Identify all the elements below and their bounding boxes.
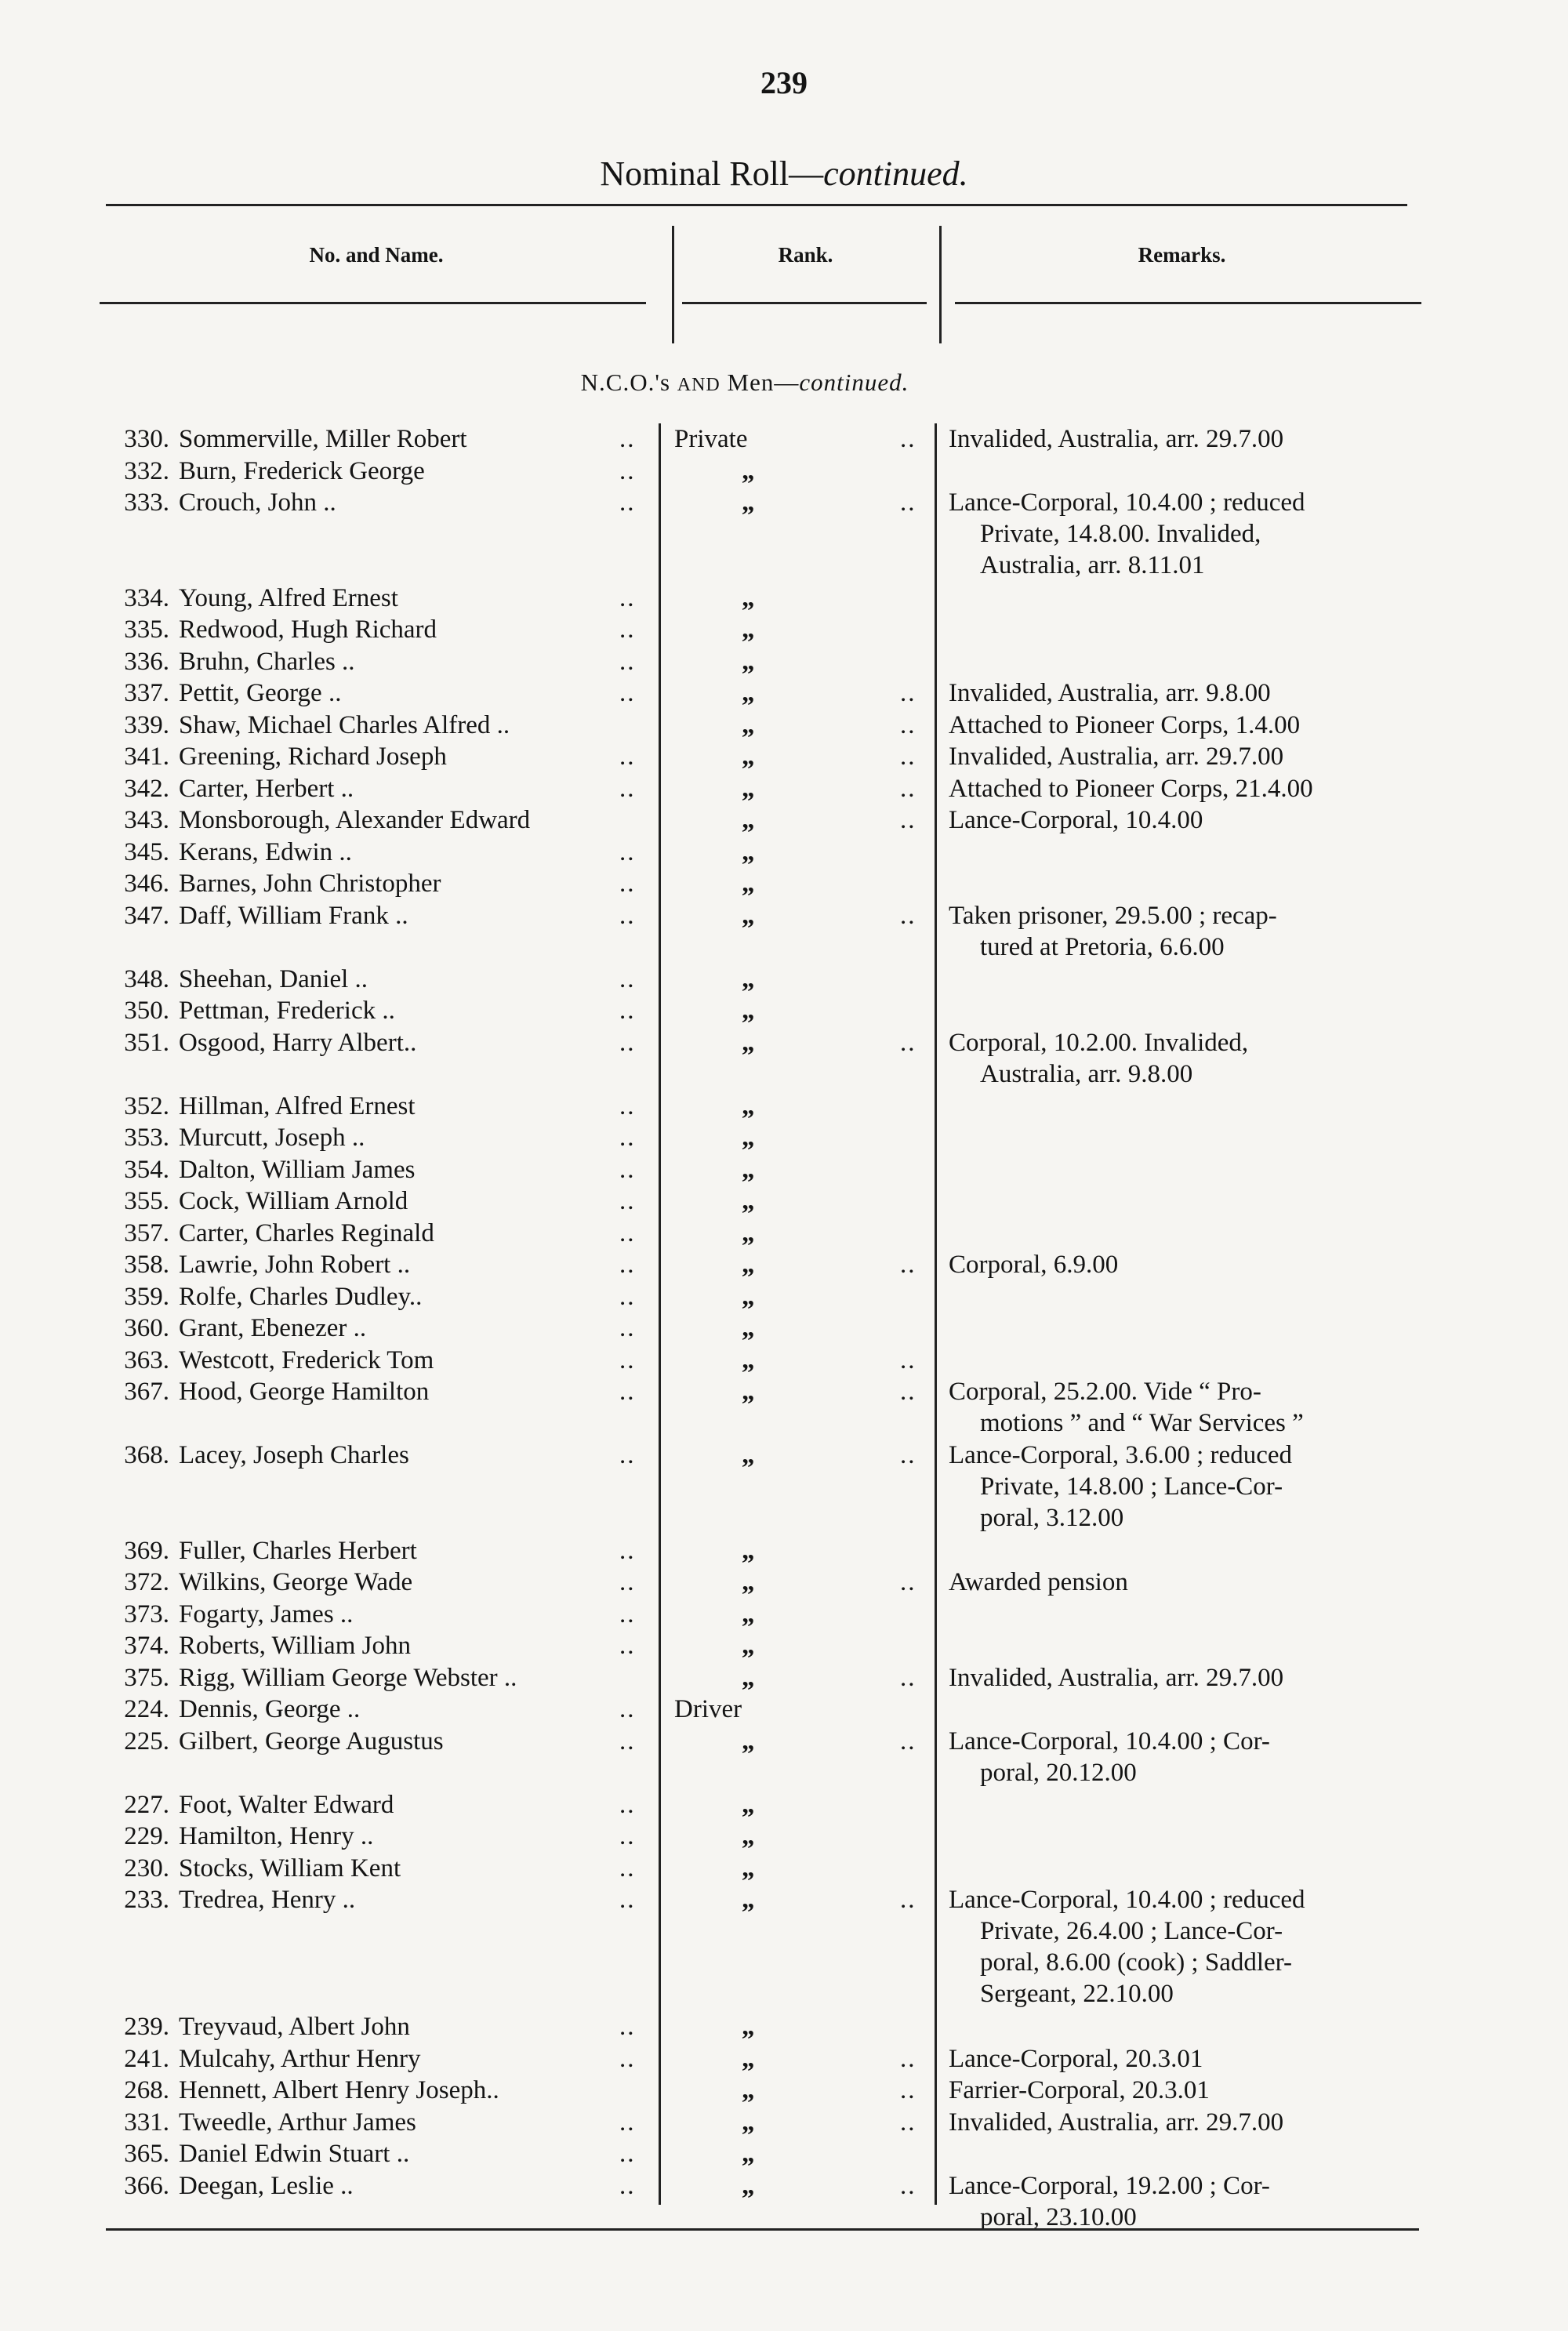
section-heading-continued: continued. [799, 369, 909, 396]
remark-line: Corporal, 6.9.00 [949, 1251, 1119, 1279]
remark-line: Lance-Corporal, 10.4.00 ; reduced [949, 488, 1305, 517]
ditto-mark: „ [742, 2108, 755, 2137]
remark-line: poral, 23.10.00 [980, 2202, 1137, 2231]
row-name: Hennett, Albert Henry Joseph.. [179, 2076, 499, 2104]
leader-dots: .. [619, 1124, 636, 1152]
row-name: Daniel Edwin Stuart .. [179, 2140, 410, 2168]
ditto-mark: „ [742, 2171, 755, 2200]
row-name: Bruhn, Charles .. [179, 647, 355, 676]
leader-dots: .. [900, 488, 916, 517]
row-name: Hillman, Alfred Ernest [179, 1091, 416, 1120]
ditto-mark: „ [742, 1886, 755, 1914]
row-remarks [949, 1440, 1423, 1534]
remark-line: poral, 8.6.00 (cook) ; Saddler- [980, 1948, 1292, 1977]
row-number: 224. [124, 1695, 169, 1723]
leader-dots: .. [900, 1886, 916, 1914]
leader-dots: .. [619, 2108, 636, 2137]
remark-line: Invalided, Australia, arr. 29.7.00 [949, 743, 1284, 771]
leader-dots: .. [619, 1155, 636, 1184]
row-remarks [949, 2107, 1423, 2138]
row-remarks [949, 2075, 1423, 2106]
ditto-mark: „ [742, 774, 755, 803]
leader-dots: .. [619, 583, 636, 612]
row-name: Kerans, Edwin .. [179, 837, 352, 866]
ditto-mark: „ [742, 2076, 755, 2104]
row-number: 239. [124, 2013, 169, 2041]
leader-dots: .. [900, 1251, 916, 1279]
header-divider-right [939, 226, 942, 343]
leader-dots: .. [900, 2044, 916, 2073]
row-name: Rolfe, Charles Dudley.. [179, 1282, 423, 1311]
leader-dots: .. [619, 1886, 636, 1914]
leader-dots: .. [900, 2108, 916, 2137]
row-number: 336. [124, 647, 169, 676]
remark-line: Invalided, Australia, arr. 29.7.00 [949, 1663, 1284, 1692]
row-remarks [949, 2043, 1423, 2075]
page-title-continued: continued. [823, 154, 968, 193]
row-number: 368. [124, 1441, 169, 1469]
row-remarks [949, 900, 1423, 963]
ditto-mark: „ [742, 1568, 755, 1596]
ditto-mark: „ [742, 1028, 755, 1057]
remark-line: Invalided, Australia, arr. 9.8.00 [949, 679, 1271, 707]
leader-dots: .. [900, 1663, 916, 1692]
leader-dots: .. [619, 1091, 636, 1120]
row-number: 330. [124, 425, 169, 453]
row-number: 342. [124, 774, 169, 803]
leader-dots: .. [619, 997, 636, 1025]
row-remarks [949, 1249, 1423, 1280]
leader-dots: .. [619, 2171, 636, 2200]
row-name: Fuller, Charles Herbert [179, 1536, 417, 1565]
remark-line: Australia, arr. 9.8.00 [980, 1059, 1193, 1088]
row-number: 354. [124, 1155, 169, 1184]
remark-line: Private, 14.8.00 ; Lance-Cor- [980, 1472, 1283, 1501]
remark-line: Sergeant, 22.10.00 [980, 1980, 1174, 2008]
column-header-name: No. and Name. [309, 243, 444, 267]
ditto-mark: „ [742, 806, 755, 834]
row-name: Hamilton, Henry .. [179, 1822, 374, 1850]
leader-dots: .. [900, 1028, 916, 1057]
leader-dots: .. [619, 2013, 636, 2041]
row-name: Dalton, William James [179, 1155, 416, 1184]
row-name: Carter, Herbert .. [179, 774, 354, 803]
row-name: Roberts, William John [179, 1632, 411, 1660]
ditto-mark: „ [742, 679, 755, 707]
leader-dots: .. [900, 743, 916, 771]
leader-dots: .. [619, 1568, 636, 1596]
row-number: 352. [124, 1091, 169, 1120]
ditto-mark: „ [742, 1251, 755, 1279]
column-header-rank: Rank. [778, 243, 833, 267]
row-rank: Private [674, 425, 748, 453]
ditto-mark: „ [742, 1124, 755, 1152]
row-number: 233. [124, 1886, 169, 1914]
row-name: Lacey, Joseph Charles [179, 1441, 409, 1469]
row-remarks [949, 1567, 1423, 1598]
row-number: 374. [124, 1632, 169, 1660]
row-remarks [949, 804, 1423, 836]
row-name: Pettman, Frederick .. [179, 997, 395, 1025]
row-number: 355. [124, 1187, 169, 1215]
row-name: Redwood, Hugh Richard [179, 615, 437, 644]
remark-line: Corporal, 10.2.00. Invalided, [949, 1028, 1249, 1057]
ditto-mark: „ [742, 615, 755, 644]
bottom-rule [106, 2228, 1419, 2231]
remark-line: Corporal, 25.2.00. Vide “ Pro- [949, 1378, 1261, 1406]
ditto-mark: „ [742, 1282, 755, 1311]
leader-dots: .. [619, 837, 636, 866]
ditto-mark: „ [742, 488, 755, 517]
section-heading [0, 369, 1490, 397]
row-remarks [949, 1726, 1423, 1788]
header-divider-left [672, 226, 674, 343]
remark-line: Farrier-Corporal, 20.3.01 [949, 2076, 1210, 2104]
leader-dots: .. [619, 1314, 636, 1342]
row-name: Wilkins, George Wade [179, 1568, 413, 1596]
row-name: Crouch, John .. [179, 488, 336, 517]
leader-dots: .. [619, 774, 636, 803]
leader-dots: .. [619, 743, 636, 771]
row-number: 334. [124, 583, 169, 612]
leader-dots: .. [619, 2044, 636, 2073]
row-name: Mulcahy, Arthur Henry [179, 2044, 421, 2073]
row-remarks [949, 710, 1423, 741]
remark-line: tured at Pretoria, 6.6.00 [980, 932, 1225, 961]
row-number: 230. [124, 1854, 169, 1883]
header-underline-rank [682, 302, 927, 304]
row-number: 365. [124, 2140, 169, 2168]
remark-line: Private, 14.8.00. Invalided, [980, 520, 1261, 548]
ditto-mark: „ [742, 2013, 755, 2041]
leader-dots: .. [619, 456, 636, 485]
leader-dots: .. [619, 870, 636, 898]
row-number: 343. [124, 806, 169, 834]
row-number: 347. [124, 901, 169, 930]
ditto-mark: „ [742, 1726, 755, 1756]
column-header-remarks: Remarks. [1138, 243, 1226, 267]
row-number: 268. [124, 2076, 169, 2104]
header-underline-remarks [955, 302, 1421, 304]
leader-dots: .. [619, 964, 636, 993]
leader-dots: .. [619, 1726, 636, 1756]
row-remarks [949, 1662, 1423, 1694]
header-underline-name [100, 302, 646, 304]
ditto-mark: „ [742, 2044, 755, 2073]
row-name: Dennis, George .. [179, 1695, 361, 1723]
remark-line: Lance-Corporal, 20.3.01 [949, 2044, 1203, 2073]
remark-line: Attached to Pioneer Corps, 1.4.00 [949, 710, 1301, 739]
ditto-mark: „ [742, 1218, 755, 1247]
remark-line: Invalided, Australia, arr. 29.7.00 [949, 2108, 1284, 2137]
leader-dots: .. [619, 647, 636, 676]
ditto-mark: „ [742, 1663, 755, 1692]
row-rank: Driver [674, 1695, 742, 1723]
row-number: 353. [124, 1124, 169, 1152]
remark-line: Attached to Pioneer Corps, 21.4.00 [949, 774, 1313, 803]
row-number: 241. [124, 2044, 169, 2073]
row-number: 333. [124, 488, 169, 517]
row-remarks [949, 741, 1423, 772]
row-remarks [949, 1027, 1423, 1090]
leader-dots: .. [619, 901, 636, 930]
row-number: 373. [124, 1599, 169, 1628]
remark-line: Lance-Corporal, 10.4.00 [949, 806, 1203, 834]
row-name: Burn, Frederick George [179, 456, 425, 485]
row-name: Westcott, Frederick Tom [179, 1345, 434, 1374]
leader-dots: .. [900, 2076, 916, 2104]
ditto-mark: „ [742, 1345, 755, 1374]
row-remarks [949, 423, 1423, 455]
leader-dots: .. [900, 1345, 916, 1374]
row-remarks [949, 2170, 1423, 2233]
ditto-mark: „ [742, 1187, 755, 1215]
row-name: Cock, William Arnold [179, 1187, 408, 1215]
ditto-mark: „ [742, 1632, 755, 1660]
top-rule [106, 204, 1407, 206]
row-name: Shaw, Michael Charles Alfred .. [179, 710, 510, 739]
leader-dots: .. [900, 425, 916, 453]
ditto-mark: „ [742, 1599, 755, 1628]
leader-dots: .. [619, 1282, 636, 1311]
leader-dots: .. [619, 425, 636, 453]
row-remarks [949, 773, 1423, 804]
row-number: 346. [124, 870, 169, 898]
row-number: 366. [124, 2171, 169, 2200]
row-name: Grant, Ebenezer .. [179, 1314, 367, 1342]
body-divider-right [935, 423, 937, 2205]
leader-dots: .. [619, 1251, 636, 1279]
page-number: 239 [760, 65, 808, 100]
leader-dots: .. [619, 1218, 636, 1247]
row-name: Sheehan, Daniel .. [179, 964, 368, 993]
leader-dots: .. [900, 2171, 916, 2200]
page-title-text: Nominal Roll— [600, 154, 824, 193]
leader-dots: .. [619, 1599, 636, 1628]
row-number: 375. [124, 1663, 169, 1692]
ditto-mark: „ [742, 1378, 755, 1406]
row-name: Hood, George Hamilton [179, 1378, 430, 1406]
leader-dots: .. [900, 1726, 916, 1756]
row-number: 339. [124, 710, 169, 739]
row-number: 350. [124, 997, 169, 1025]
row-name: Rigg, William George Webster .. [179, 1663, 517, 1692]
section-heading-part1: N.C.O.'s [580, 369, 677, 396]
leader-dots: .. [619, 1854, 636, 1883]
ditto-mark: „ [742, 1314, 755, 1342]
row-name: Gilbert, George Augustus [179, 1726, 444, 1756]
leader-dots: .. [619, 1695, 636, 1723]
remark-line: Lance-Corporal, 10.4.00 ; Cor- [949, 1726, 1270, 1756]
row-number: 341. [124, 743, 169, 771]
ditto-mark: „ [742, 1536, 755, 1565]
leader-dots: .. [619, 1345, 636, 1374]
leader-dots: .. [900, 679, 916, 707]
row-number: 332. [124, 456, 169, 485]
row-number: 331. [124, 2108, 169, 2137]
leader-dots: .. [900, 1568, 916, 1596]
ditto-mark: „ [742, 837, 755, 866]
remark-line: poral, 3.12.00 [980, 1504, 1124, 1532]
leader-dots: .. [619, 2140, 636, 2168]
row-remarks [949, 677, 1423, 709]
row-remarks [949, 487, 1423, 581]
row-name: Pettit, George .. [179, 679, 342, 707]
row-name: Sommerville, Miller Robert [179, 425, 467, 453]
remark-line: Australia, arr. 8.11.01 [980, 551, 1205, 579]
leader-dots: .. [619, 1441, 636, 1469]
remark-line: Private, 26.4.00 ; Lance-Cor- [980, 1917, 1283, 1945]
row-number: 357. [124, 1218, 169, 1247]
row-number: 337. [124, 679, 169, 707]
row-number: 372. [124, 1568, 169, 1596]
row-number: 229. [124, 1822, 169, 1850]
ditto-mark: „ [742, 456, 755, 485]
remark-line: Taken prisoner, 29.5.00 ; recap- [949, 901, 1277, 930]
remark-line: poral, 20.12.00 [980, 1758, 1137, 1787]
row-name: Daff, William Frank .. [179, 901, 408, 930]
leader-dots: .. [900, 710, 916, 739]
body-divider-left [659, 423, 661, 2205]
row-number: 359. [124, 1282, 169, 1311]
ditto-mark: „ [742, 964, 755, 993]
ditto-mark: „ [742, 901, 755, 930]
row-number: 367. [124, 1378, 169, 1406]
row-remarks [949, 1884, 1423, 2010]
row-name: Tweedle, Arthur James [179, 2108, 416, 2137]
leader-dots: .. [619, 1536, 636, 1565]
ditto-mark: „ [742, 647, 755, 676]
leader-dots: .. [900, 774, 916, 803]
leader-dots: .. [900, 1441, 916, 1469]
row-name: Deegan, Leslie .. [179, 2171, 354, 2200]
ditto-mark: „ [742, 743, 755, 771]
ditto-mark: „ [742, 1854, 755, 1883]
leader-dots: .. [619, 1028, 636, 1057]
row-remarks [949, 1376, 1423, 1439]
remark-line: Lance-Corporal, 10.4.00 ; reduced [949, 1886, 1305, 1914]
remark-line: Awarded pension [949, 1568, 1128, 1596]
row-number: 358. [124, 1251, 169, 1279]
ditto-mark: „ [742, 997, 755, 1025]
row-number: 363. [124, 1345, 169, 1374]
ditto-mark: „ [742, 1091, 755, 1120]
row-number: 335. [124, 615, 169, 644]
leader-dots: .. [619, 1790, 636, 1819]
row-name: Fogarty, James .. [179, 1599, 354, 1628]
remark-line: Lance-Corporal, 19.2.00 ; Cor- [949, 2171, 1270, 2200]
ditto-mark: „ [742, 1822, 755, 1850]
remark-line: Lance-Corporal, 3.6.00 ; reduced [949, 1441, 1292, 1469]
row-name: Treyvaud, Albert John [179, 2013, 410, 2041]
row-name: Lawrie, John Robert .. [179, 1251, 411, 1279]
leader-dots: .. [619, 1378, 636, 1406]
page-title [0, 154, 1568, 194]
row-name: Murcutt, Joseph .. [179, 1124, 365, 1152]
leader-dots: .. [619, 679, 636, 707]
row-number: 227. [124, 1790, 169, 1819]
remark-line: Invalided, Australia, arr. 29.7.00 [949, 425, 1284, 453]
ditto-mark: „ [742, 1441, 755, 1469]
leader-dots: .. [619, 488, 636, 517]
row-number: 348. [124, 964, 169, 993]
row-name: Greening, Richard Joseph [179, 743, 447, 771]
remark-line: motions ” and “ War Services ” [980, 1409, 1304, 1437]
section-heading-part3: Men— [720, 369, 800, 396]
leader-dots: .. [900, 806, 916, 834]
ditto-mark: „ [742, 2140, 755, 2168]
row-number: 351. [124, 1028, 169, 1057]
row-number: 369. [124, 1536, 169, 1565]
row-name: Monsborough, Alexander Edward [179, 806, 531, 834]
leader-dots: .. [619, 1632, 636, 1660]
ditto-mark: „ [742, 583, 755, 612]
row-name: Osgood, Harry Albert.. [179, 1028, 417, 1057]
row-name: Carter, Charles Reginald [179, 1218, 434, 1247]
ditto-mark: „ [742, 710, 755, 739]
leader-dots: .. [900, 1378, 916, 1406]
row-name: Foot, Walter Edward [179, 1790, 394, 1819]
ditto-mark: „ [742, 1155, 755, 1184]
row-name: Stocks, William Kent [179, 1854, 401, 1883]
row-name: Tredrea, Henry .. [179, 1886, 356, 1914]
section-heading-part2: AND [677, 375, 720, 395]
leader-dots: .. [619, 1187, 636, 1215]
leader-dots: .. [900, 901, 916, 930]
leader-dots: .. [619, 1822, 636, 1850]
ditto-mark: „ [742, 870, 755, 898]
row-name: Young, Alfred Ernest [179, 583, 398, 612]
ditto-mark: „ [742, 1790, 755, 1819]
row-name: Barnes, John Christopher [179, 870, 441, 898]
row-number: 345. [124, 837, 169, 866]
leader-dots: .. [619, 615, 636, 644]
row-number: 360. [124, 1314, 169, 1342]
row-number: 225. [124, 1726, 169, 1756]
